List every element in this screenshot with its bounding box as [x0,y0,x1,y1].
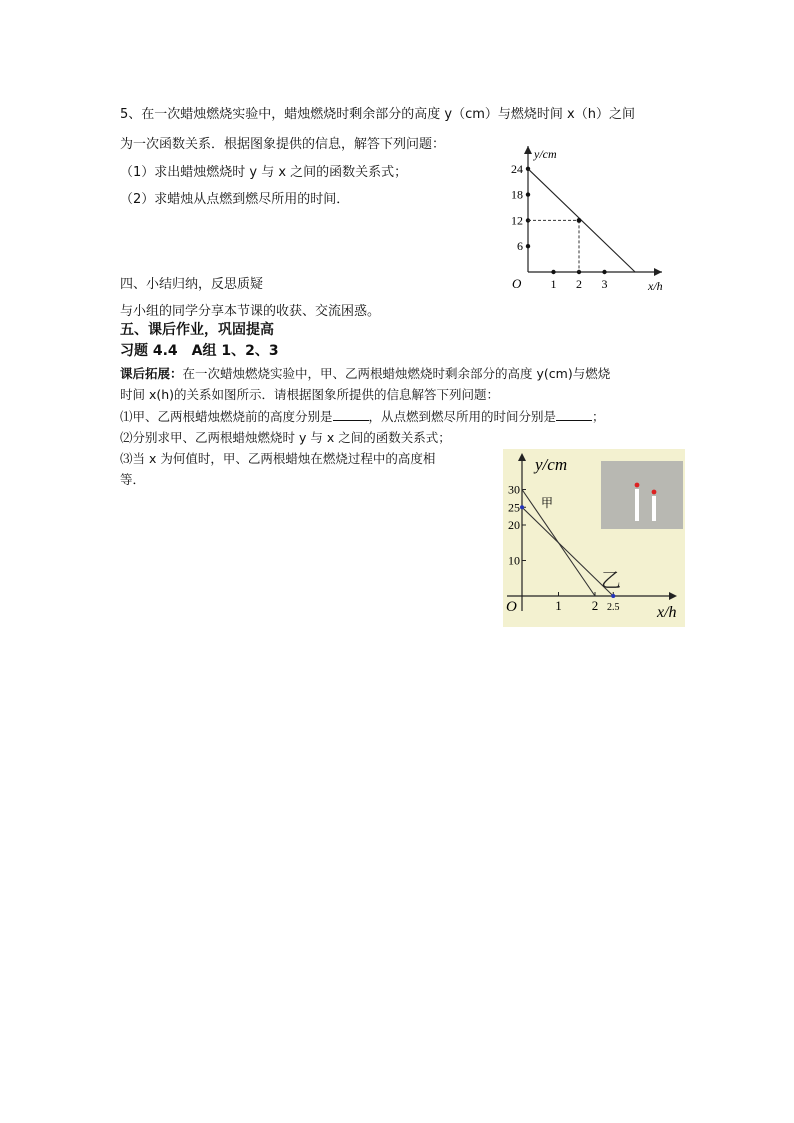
q5-sub1: （1）求出蜡烛燃烧时 y 与 x 之间的函数关系式； [120,165,408,180]
answer-blank-2[interactable] [556,408,592,421]
series-label-yi: 乙 [601,570,621,592]
y-tick-dot [526,192,530,196]
x-tick-label: 1 [550,277,557,291]
candle-tall-flame [635,483,640,488]
y-tick-label: 30 [508,482,520,497]
exercise-line: 习题 4.4 A组 1、2、3 [120,343,279,359]
extension-label: 课后拓展： [120,366,183,381]
x-tick-dot [551,270,555,274]
q5-sub2: （2）求蜡烛从点燃到燃尽所用的时间． [120,192,350,207]
y-axis-label: y/cm [534,147,557,161]
y-tick-label: 10 [508,553,520,568]
q1-part-b: ，从点燃到燃尽所用的时间分别是 [368,409,557,424]
candle-tall [635,489,639,521]
extension-q1 [120,408,605,425]
extension-q3-line1: ⑶当 x 为何值时，甲、乙两根蜡烛在燃烧过程中的高度相 [120,451,436,466]
highlight-point [577,218,582,223]
x-tick-label: 2 [576,277,582,291]
y-axis-label: y/cm [535,455,568,474]
y-tick-label: 12 [511,213,523,228]
point-yi-end [611,594,615,598]
extension-q2: ⑵分别求甲、乙两根蜡烛燃烧时 y 与 x 之间的函数关系式； [120,430,451,445]
candle-chart-2 [503,449,685,627]
section4-text: 与小组的同学分享本节课的收获、交流困惑。 [120,304,381,319]
point-yi-start [520,505,524,509]
extension-text1: 在一次蜡烛燃烧实验中，甲、乙两根蜡烛燃烧时剩余部分的高度 y(cm)与燃烧 [182,366,611,381]
y-tick-label: 20 [508,518,520,532]
candle-photo [601,461,683,529]
candle-chart-1 [500,140,670,295]
y-tick-label: 25 [508,500,520,515]
candle-short [652,496,656,521]
y-tick-label: 6 [517,239,523,254]
q1-part-a: ⑴甲、乙两根蜡烛燃烧前的高度分别是 [120,409,333,424]
x-tick-label: 3 [601,277,608,291]
answer-blank-1[interactable] [333,408,369,421]
y-tick-label: 24 [511,161,523,176]
origin-label: O [512,276,522,291]
x-tick-dot [602,270,606,274]
x-tick-label: 2.5 [607,602,620,613]
origin-label: O [506,599,517,615]
section4-title: 四、小结归纳，反思质疑 [120,277,264,292]
y-tick-dot [526,244,530,248]
x-axis-label: x/h [648,279,663,293]
x-axis-label: x/h [657,604,677,621]
q1-part-c: ； [592,409,605,424]
section5-title: 五、课后作业，巩固提高 [120,322,274,338]
x-tick-label: 1 [555,598,562,613]
y-tick-label: 18 [511,187,523,202]
candle-short-flame [652,490,657,495]
y-axis-arrow [524,146,532,154]
q5-line1: 5、在一次蜡烛燃烧实验中，蜡烛燃烧时剩余部分的高度 y（cm）与燃烧时间 x（h）之间 [120,107,635,122]
extension-q3-line2: 等． [120,472,146,487]
x-axis-arrow [654,268,662,276]
series-label-jia: 甲 [541,496,554,510]
extension-line2: 时间 x(h)的关系如图所示．请根据图象所提供的信息解答下列问题： [120,387,500,402]
x-tick-label: 2 [591,598,599,613]
extension-line1 [120,365,610,382]
q5-line2: 为一次函数关系．根据图象提供的信息，解答下列问题： [120,137,446,152]
